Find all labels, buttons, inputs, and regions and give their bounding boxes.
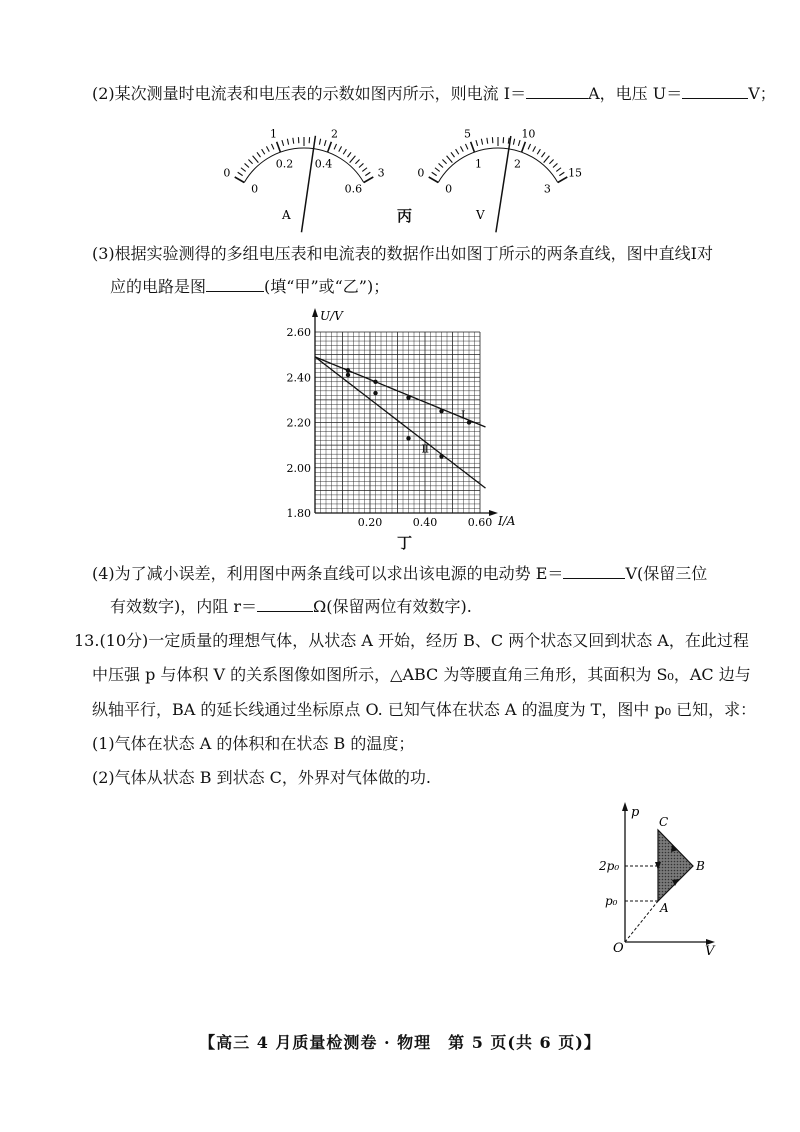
ammeter-outer-tick-label: 0 (223, 166, 231, 180)
ammeter-tick (271, 144, 273, 149)
dashed-line-o-to-a (625, 901, 658, 942)
ammeter-tick (334, 144, 336, 149)
series-label-2: Ⅱ (421, 442, 429, 456)
tick-label-p0: p₀ (605, 894, 618, 908)
ammeter-unit-label: A (282, 208, 291, 222)
voltmeter-tick (476, 140, 478, 146)
ammeter-tick (362, 168, 367, 172)
voltmeter-tick (541, 152, 545, 157)
data-point (406, 436, 410, 440)
voltmeter-inner-tick-label: 3 (543, 182, 551, 196)
q13-sub1: (1)气体在状态 A 的体积和在状态 B 的温度； (92, 734, 415, 753)
ammeter-tick (343, 149, 346, 154)
q12-part4-text-pre: (4)为了减小误差，利用图中两条直线可以求出该电源的电动势 E＝ (92, 564, 564, 583)
ammeter-outer-tick-label: 2 (330, 127, 338, 141)
voltmeter-needle (496, 136, 511, 232)
answer-blank-voltage[interactable] (682, 84, 748, 99)
data-point (406, 395, 410, 399)
q12-part2-text-pre: (2)某次测量时电流表和电压表的示数如图丙所示，则电流 I＝ (92, 84, 527, 103)
ammeter-outer-tick-label: 1 (270, 127, 278, 141)
ammeter-tick (339, 146, 342, 151)
ammeter-tick (266, 146, 269, 151)
voltmeter-outer-tick-label: 5 (464, 127, 472, 141)
q12-part4-line2 (110, 597, 472, 617)
data-point (346, 368, 350, 372)
voltmeter-unit-label: V (476, 208, 485, 222)
series-label-1: Ⅰ (461, 408, 466, 422)
voltmeter-tick (465, 144, 467, 149)
p-v-diagram (595, 800, 725, 959)
q13-line1: 13.(10分)一定质量的理想气体，从状态 A 开始，经历 B、C 两个状态又回到状态 A，在此过程 (74, 631, 749, 650)
y-tick-label: 2.00 (286, 461, 311, 475)
voltmeter-tick (549, 159, 553, 163)
ammeter-tick (253, 156, 259, 163)
p-axis-arrow-icon (622, 802, 628, 811)
voltmeter-tick (533, 146, 536, 151)
triangle-abc (658, 830, 693, 901)
ammeter-tick (262, 149, 265, 154)
y-tick-label: 1.80 (286, 507, 311, 520)
q12-part4-text-post: V(保留三位 (625, 564, 708, 583)
ammeter-inner-tick-label: 0 (251, 182, 259, 196)
voltmeter-tick (447, 156, 453, 163)
voltmeter-tick (558, 177, 568, 183)
voltmeter-tick (522, 142, 526, 152)
point-label-b: B (696, 859, 705, 873)
q12-part2-text-post: V； (748, 84, 776, 103)
data-point (373, 391, 377, 395)
voltmeter-outer-tick-label: 10 (521, 127, 536, 141)
voltmeter-tick (460, 146, 463, 151)
ammeter-tick (282, 140, 284, 146)
point-label-a: A (660, 901, 669, 915)
meters-figure (200, 112, 620, 222)
ammeter-needle (301, 136, 315, 232)
ammeter-tick (328, 142, 332, 152)
figure-caption-ding: 丁 (397, 534, 413, 552)
u-i-chart (270, 300, 540, 535)
y-axis-label: U/V (320, 309, 343, 323)
ammeter-tick (350, 156, 356, 163)
ammeter-tick (355, 159, 359, 163)
q13-line3: 纵轴平行，BA 的延长线通过坐标原点 O. 已知气体在状态 A 的温度为 T，图中 p₀ 已知，求： (92, 700, 757, 719)
voltmeter-tick (537, 149, 540, 154)
q12-part4-line2-post: Ω(保留两位有效数字). (312, 597, 472, 616)
q12-part3-text-post: (填“甲”或“乙”)； (264, 277, 390, 296)
voltmeter-outer-tick-label: 0 (417, 166, 425, 180)
voltmeter-tick (442, 159, 446, 163)
ammeter-tick (364, 177, 374, 183)
voltmeter-tick (451, 152, 455, 157)
voltmeter-tick (432, 172, 437, 175)
y-tick-label: 2.60 (286, 326, 311, 339)
ammeter-inner-tick-label: 0.4 (314, 157, 333, 171)
voltmeter-tick (508, 138, 509, 144)
page-footer: 【高三 4 月质量检测卷 · 物理 第 5 页(共 6 页)】 (199, 1033, 601, 1052)
ammeter-tick (248, 159, 252, 163)
data-point (346, 373, 350, 377)
ammeter-arc (244, 148, 364, 182)
answer-blank-current[interactable] (526, 84, 588, 99)
point-label-c: C (659, 815, 669, 829)
voltmeter-tick (518, 140, 520, 146)
voltmeter-tick (435, 168, 440, 172)
y-tick-label: 2.20 (286, 416, 311, 430)
q12-part3-line2 (110, 277, 389, 297)
q12-part3-text-pre: 应的电路是图 (110, 277, 207, 296)
tick-label-2p0: 2p₀ (599, 859, 620, 873)
voltmeter-outer-tick-label: 15 (568, 166, 583, 180)
voltmeter-tick (429, 177, 439, 183)
voltmeter-tick (456, 149, 459, 154)
data-point (439, 454, 443, 458)
voltmeter-tick (553, 163, 557, 167)
v-axis-label: V (705, 944, 715, 959)
voltmeter-tick (556, 168, 561, 172)
q12-part4-line1 (92, 564, 707, 584)
series-line-1 (315, 357, 486, 427)
ammeter-tick (319, 139, 320, 145)
voltmeter-dial (417, 127, 582, 232)
q12-part2-line (92, 84, 776, 104)
q12-part4-line2-pre: 有效数字)，内阻 r＝ (110, 597, 257, 616)
data-point (373, 380, 377, 384)
ammeter-tick (245, 163, 249, 167)
voltmeter-inner-tick-label: 2 (513, 157, 521, 171)
q13-sub2: (2)气体从状态 B 到状态 C，外界对气体做的功. (92, 768, 432, 787)
voltmeter-tick (528, 144, 530, 149)
y-axis-arrow-icon (312, 308, 318, 317)
ammeter-dial (223, 127, 384, 232)
figure-caption-bing: 丙 (397, 207, 413, 225)
x-axis-label: I/A (498, 514, 516, 528)
ammeter-tick (238, 172, 243, 175)
voltmeter-tick (559, 172, 564, 175)
voltmeter-inner-tick-label: 1 (475, 157, 483, 171)
data-point (439, 409, 443, 413)
ammeter-outer-tick-label: 3 (377, 166, 385, 180)
ammeter-inner-tick-label: 0.2 (275, 157, 294, 171)
ammeter-tick (257, 152, 261, 157)
ammeter-tick (241, 168, 246, 172)
q12-part3-line1: (3)根据实验测得的多组电压表和电流表的数据作出如图丁所示的两条直线，图中直线Ⅰ对 (92, 244, 713, 263)
q13-line2: 中压强 p 与体积 V 的关系图像如图所示，△ABC 为等腰直角三角形，其面积为 S₀，AC 边与 (92, 665, 751, 684)
answer-blank-emf[interactable] (563, 564, 625, 579)
q12-part2-text-mid: A，电压 U＝ (588, 84, 683, 103)
ammeter-inner-tick-label: 0.6 (344, 182, 363, 196)
voltmeter-tick (513, 139, 514, 145)
data-point (467, 420, 471, 424)
answer-blank-circuit[interactable] (206, 277, 264, 292)
answer-blank-resistance[interactable] (257, 597, 313, 612)
ammeter-tick (347, 152, 351, 157)
voltmeter-tick (481, 139, 482, 145)
x-tick-label: 0.60 (467, 516, 493, 529)
origin-label: O (613, 941, 624, 956)
p-axis-label: p (631, 805, 640, 820)
ammeter-tick (293, 138, 294, 144)
ammeter-tick (277, 142, 281, 152)
voltmeter-tick (471, 142, 475, 152)
voltmeter-inner-tick-label: 0 (445, 182, 453, 196)
ammeter-tick (324, 140, 326, 146)
ammeter-tick (365, 172, 370, 175)
y-tick-label: 2.40 (286, 371, 311, 385)
ammeter-tick (359, 163, 363, 167)
voltmeter-tick (544, 156, 550, 163)
voltmeter-tick (439, 163, 443, 167)
voltmeter-arc (438, 148, 558, 183)
voltmeter-tick (487, 138, 488, 144)
ammeter-tick (235, 177, 245, 183)
ammeter-tick (287, 139, 288, 145)
x-tick-label: 0.20 (357, 516, 383, 529)
x-tick-label: 0.40 (412, 516, 438, 529)
